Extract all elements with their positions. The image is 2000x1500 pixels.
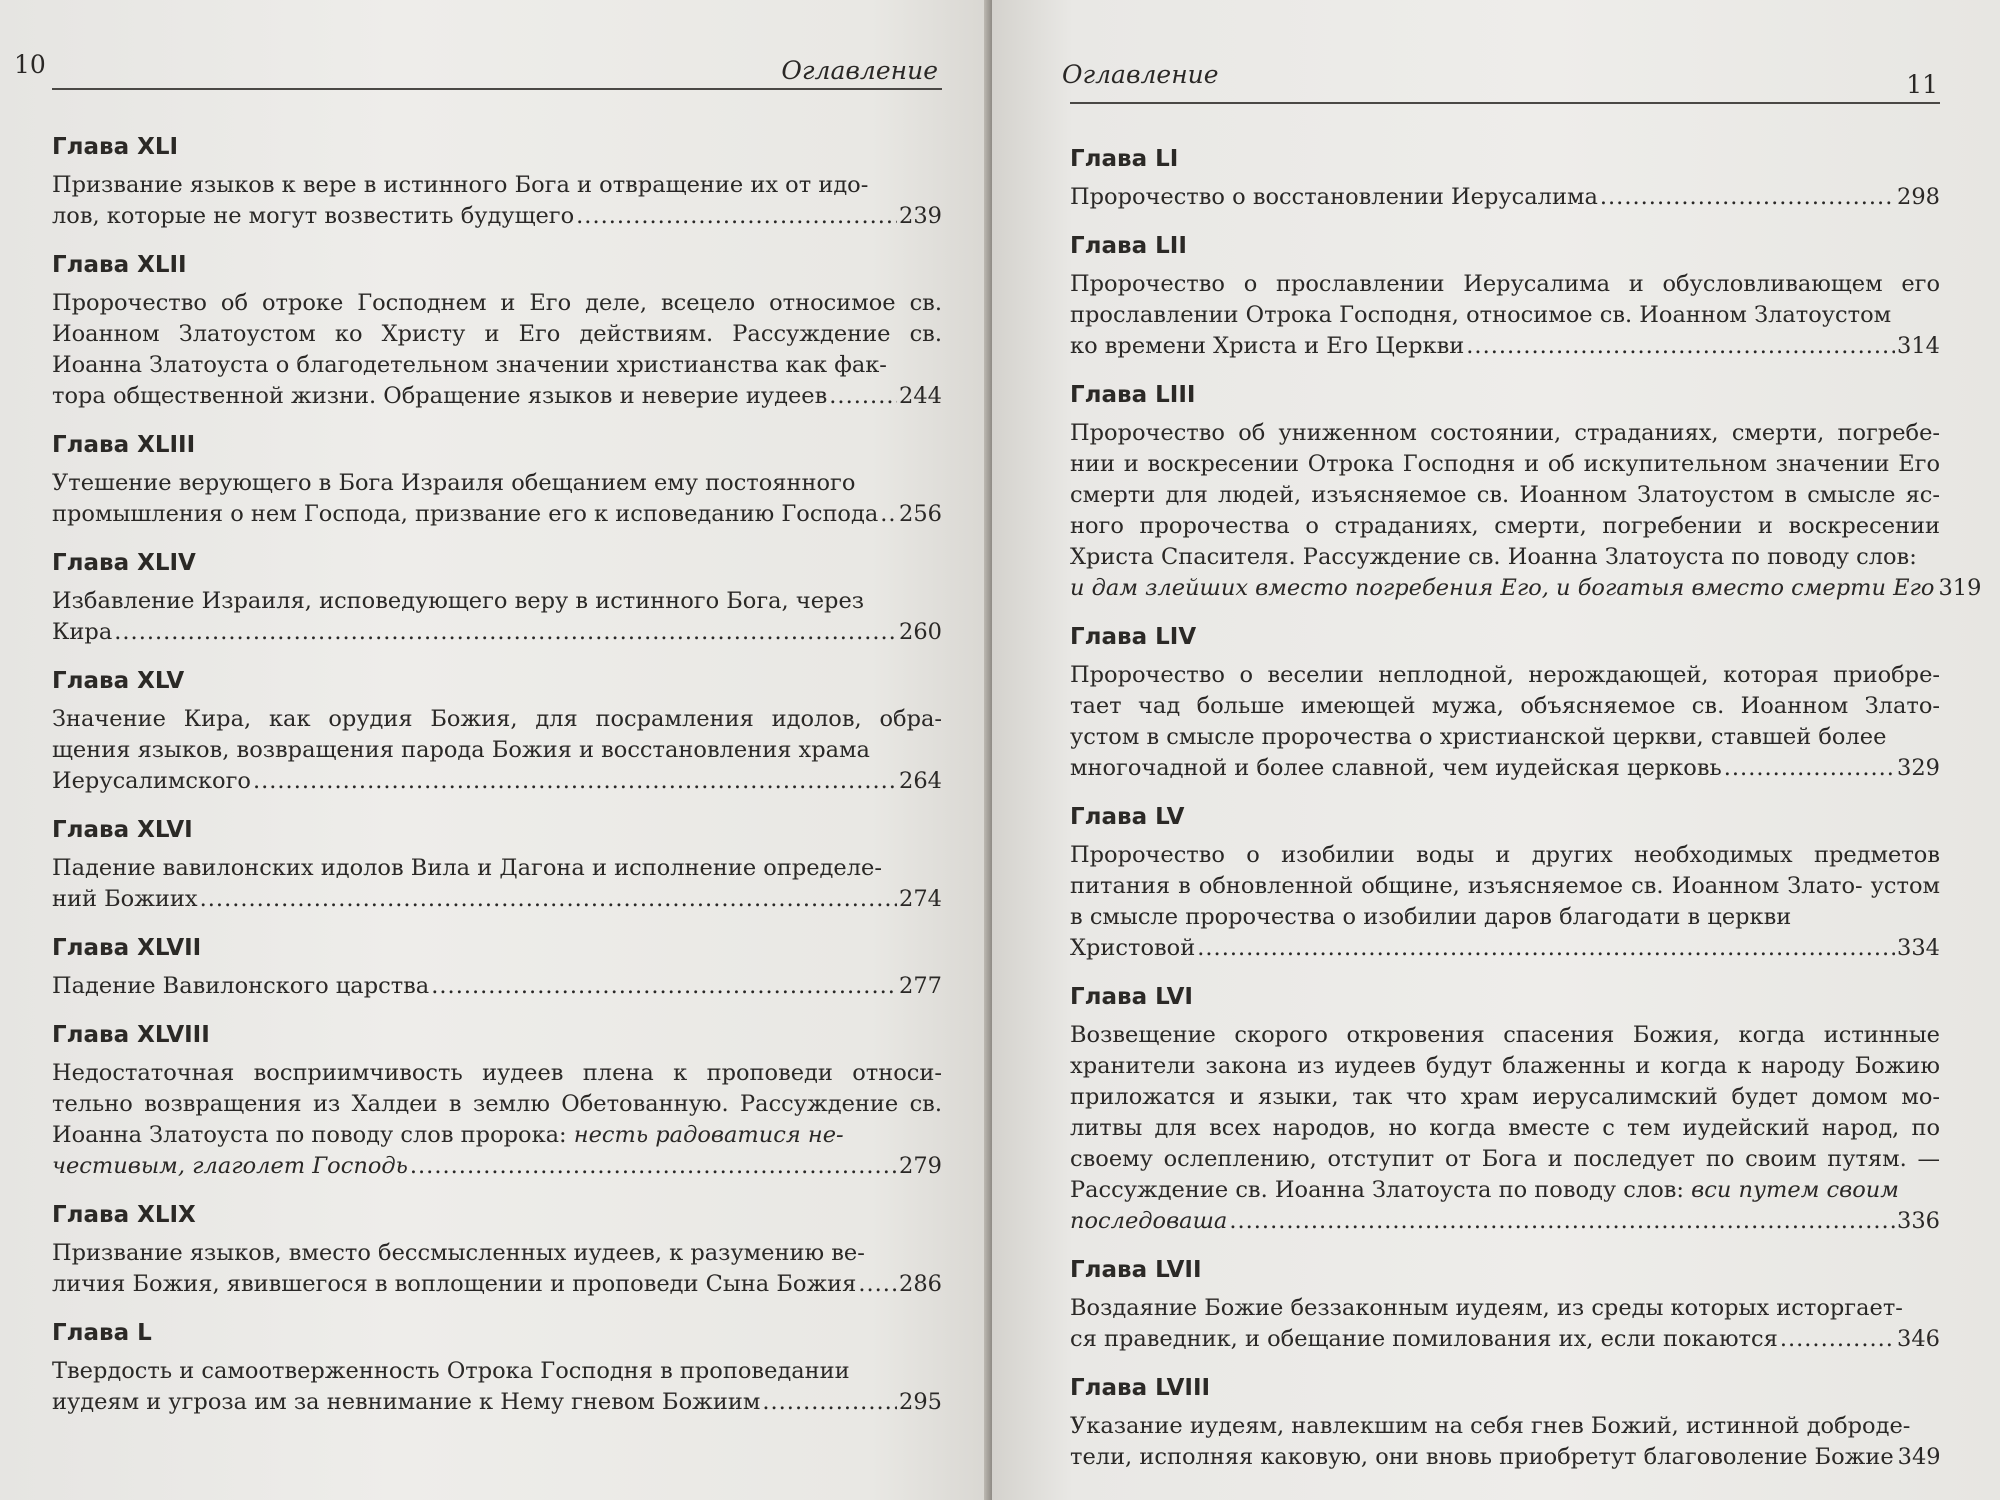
- description-text: Недостаточная восприимчивость иудеев плена к проповеди относи- тельно возвращения из Халдеи в землю Обетованную. Рассуждение св. Иоанна Златоуста по поводу слов пророка:: [52, 1060, 942, 1148]
- last-line-text: [52, 884, 198, 915]
- chapter-heading: Глава XLVII: [52, 935, 202, 961]
- chapter-heading: Глава LVI: [1070, 984, 1193, 1010]
- page-ref: 295: [899, 1389, 942, 1415]
- chapter-heading: Глава LI: [1070, 146, 1179, 172]
- page-ref: 260: [899, 619, 942, 645]
- toc-entry[interactable]: [1070, 146, 1940, 213]
- chapter-heading: Глава XLV: [52, 668, 185, 694]
- page-number: 10: [14, 50, 46, 79]
- chapter-heading: Глава LVIII: [1070, 1375, 1211, 1401]
- chapter-description: [52, 853, 942, 915]
- description-text: Возвещение скорого откровения спасения Божия, когда истинные хранители закона из иудеев будут блаженны и когда к народу Божию приложатся и языки, так что храм иерусалимский будет домом мо- литвы для всех народов, но когда вместе с тем иудейский народ, по своему ослеплению, отступит от Бога и последует по своим путям. — Рассуждение св. Иоанна Златоуста по поводу слов:: [1070, 1022, 1940, 1203]
- last-line-italic: честивым, глаголет Господь: [52, 1153, 408, 1179]
- chapter-description: [1070, 1293, 1940, 1355]
- page-ref: 277: [899, 973, 942, 999]
- chapter-description: [52, 1356, 942, 1418]
- toc-entry[interactable]: [1070, 233, 1940, 362]
- page-ref: 298: [1897, 184, 1940, 210]
- description-text: Утешение верующего в Бога Израиля обещанием ему постоянного: [52, 470, 856, 496]
- description-italic: несть радоватися не-: [573, 1122, 844, 1148]
- chapter-description: [52, 586, 942, 648]
- last-line-words: иудеям и угроза им за невнимание к Нему гневом Божиим: [52, 1389, 761, 1415]
- chapter-heading: Глава XLIX: [52, 1202, 196, 1228]
- chapter-description: [52, 170, 942, 232]
- running-title: Оглавление: [1062, 60, 1219, 89]
- last-line-text: [1070, 753, 1722, 784]
- last-line-text: [1070, 182, 1598, 213]
- description-text: Пророчество о прославлении Иерусалима и обусловливающем его прославлении Отрока Господня, относимое св. Иоанном Златоустом: [1070, 271, 1940, 328]
- description-text: Пророчество о веселии неплодной, нерождающей, которая приобре- тает чад больше имеющей мужа, объясняемое св. Иоанном Злато- устом в смысле пророчества о христианской церкви, ставшей более: [1070, 662, 1940, 750]
- description-text: Указание иудеям, навлекшим на себя гнев Божий, истинной доброде-: [1070, 1413, 1911, 1439]
- chapter-description: [1070, 1411, 1940, 1473]
- dot-leader: [114, 617, 897, 648]
- description-last-line: [1070, 182, 1940, 213]
- chapter-heading: Глава XLI: [52, 134, 179, 160]
- description-text: Избавление Израиля, исповедующего веру в истинного Бога, через: [52, 588, 865, 614]
- chapter-description: [1070, 182, 1940, 213]
- chapter-heading: Глава XLIV: [52, 550, 196, 576]
- last-line-text: [52, 201, 574, 232]
- last-line-words: Христовой: [1070, 935, 1196, 961]
- toc-entry[interactable]: [52, 1320, 942, 1418]
- last-line-words: промышления о нем Господа, призвание его к исповеданию Господа: [52, 501, 879, 527]
- dot-leader: [858, 1269, 897, 1300]
- last-line-text: [1070, 1442, 1894, 1473]
- last-line-text: [52, 381, 827, 412]
- description-last-line: [52, 1269, 942, 1300]
- last-line-text: [1070, 1206, 1227, 1237]
- description-last-line: [52, 766, 942, 797]
- page-ref: 274: [899, 886, 942, 912]
- description-last-line: [52, 884, 942, 915]
- dot-leader: [576, 201, 897, 232]
- toc-entry[interactable]: [52, 134, 942, 232]
- description-text: Пророчество об отроке Господнем и Его деле, всецело относимое св. Иоанном Златоустом ко Христу и Его действиям. Рассуждение св. Иоанна Златоуста о благодетельном значении христианства как фак-: [52, 290, 942, 378]
- toc-list: [52, 134, 942, 1418]
- chapter-description: [52, 1058, 942, 1182]
- left-page: [0, 0, 990, 1500]
- dot-leader: [431, 971, 897, 1002]
- last-line-words: личия Божия, явившегося в воплощении и проповеди Сына Божия: [52, 1271, 857, 1297]
- description-text: Пророчество об униженном состоянии, страданиях, смерти, погребе- нии и воскресении Отрока Господня и об искупительном значении Его смерти для людей, изъясняемое св. Иоанном Златоустом в смысле яс- ного пророчества о страданиях, смерти, погребении и воскресении Христа Спасителя. Рассуждение св. Иоанна Златоуста по поводу слов:: [1070, 420, 1940, 570]
- last-line-words: ко времени Христа и Его Церкви: [1070, 333, 1465, 359]
- last-line-words: Иерусалимского: [52, 768, 251, 794]
- description-last-line: [52, 201, 942, 232]
- last-line-text: [52, 971, 429, 1002]
- dot-leader: [200, 884, 897, 915]
- toc-entry[interactable]: [1070, 382, 1982, 604]
- page-ref: 329: [1897, 755, 1940, 781]
- dot-leader: [1229, 1206, 1895, 1237]
- toc-entry[interactable]: [1070, 1375, 1940, 1473]
- last-line-words: Пророчество о восстановлении Иерусалима: [1070, 184, 1598, 210]
- right-page: [992, 0, 2000, 1500]
- toc-entry[interactable]: [52, 1202, 942, 1300]
- chapter-description: [52, 468, 942, 530]
- header-rule: [52, 88, 942, 90]
- toc-entry[interactable]: [52, 252, 942, 412]
- last-line-italic: последоваша: [1070, 1208, 1228, 1234]
- chapter-heading: Глава XLVI: [52, 817, 193, 843]
- last-line-text: [1070, 933, 1195, 964]
- page-ref: 244: [899, 383, 942, 409]
- chapter-description: [52, 1238, 942, 1300]
- description-text: Пророчество о изобилии воды и других необходимых предметов питания в обновленной общине, изъясняемое св. Иоанном Злато- устом в смысле пророчества о изобилии даров благодати в церкви: [1070, 842, 1940, 930]
- running-header: [1062, 0, 1940, 100]
- chapter-heading: Глава LVII: [1070, 1257, 1202, 1283]
- description-text: Твердость и самоотверженность Отрока Господня в проповедании: [52, 1358, 850, 1384]
- dot-leader: [253, 766, 897, 797]
- dot-leader: [829, 381, 897, 412]
- description-last-line: [1070, 753, 1940, 784]
- toc-entry[interactable]: [1070, 1257, 1940, 1355]
- description-text: Падение вавилонских идолов Вила и Дагона и исполнение определе-: [52, 855, 882, 881]
- running-header: [14, 0, 942, 100]
- chapter-heading: Глава L: [52, 1320, 152, 1346]
- toc-entry[interactable]: [1070, 804, 1940, 964]
- last-line-text: [52, 499, 878, 530]
- toc-entry[interactable]: [52, 1022, 942, 1182]
- description-text: Призвание языков к вере в истинного Бога и отвращение их от идо-: [52, 172, 869, 198]
- chapter-description: [1070, 660, 1940, 784]
- last-line-words: лов, которые не могут возвестить будущего: [52, 203, 575, 229]
- description-italic: вси путем своим: [1691, 1177, 1899, 1203]
- page-ref: 286: [899, 1271, 942, 1297]
- page-ref: 334: [1897, 935, 1940, 961]
- page-ref: 319: [1938, 575, 1982, 601]
- last-line-words: Кира: [52, 619, 113, 645]
- last-line-words: многочадной и более славной, чем иудейская церковь: [1070, 755, 1722, 781]
- description-last-line: [1070, 933, 1940, 964]
- page-ref: 346: [1897, 1326, 1940, 1352]
- description-last-line: [52, 1151, 942, 1182]
- chapter-description: [1070, 1020, 1940, 1237]
- chapter-description: [1070, 840, 1940, 964]
- last-line-text: [1070, 1324, 1778, 1355]
- description-last-line: [52, 617, 942, 648]
- chapter-heading: Глава XLVIII: [52, 1022, 210, 1048]
- description-text: Значение Кира, как орудия Божия, для посрамления идолов, обра- щения языков, возвращения парода Божия и восстановления храма: [52, 706, 942, 763]
- toc-entry[interactable]: [52, 432, 942, 530]
- description-last-line: [1070, 1206, 1940, 1237]
- last-line-italic: и дам злейших вместо погребения Его, и богатыя вместо смерти Его: [1070, 575, 1935, 601]
- dot-leader: [1197, 933, 1895, 964]
- dot-leader: [880, 499, 897, 530]
- chapter-heading: Глава LV: [1070, 804, 1185, 830]
- dot-leader: [1466, 331, 1895, 362]
- last-line-words: тели, исполняя каковую, они вновь приобретут благоволение Божие: [1070, 1444, 1894, 1470]
- chapter-heading: Глава XLIII: [52, 432, 196, 458]
- running-title: Оглавление: [781, 56, 938, 85]
- page-ref: 349: [1897, 1444, 1941, 1470]
- toc-entry[interactable]: [1070, 984, 1940, 1237]
- last-line-words: ний Божиих: [52, 886, 198, 912]
- description-last-line: [1070, 1442, 1940, 1473]
- page-ref: 279: [899, 1153, 942, 1179]
- last-line-words: тора общественной жизни. Обращение языков и неверие иудеев: [52, 383, 828, 409]
- description-last-line: [52, 971, 942, 1002]
- chapter-heading: Глава LIV: [1070, 624, 1197, 650]
- page-ref: 256: [899, 501, 942, 527]
- last-line-words: Падение Вавилонского царства: [52, 973, 430, 999]
- dot-leader: [762, 1387, 897, 1418]
- description-last-line: [1070, 1324, 1940, 1355]
- description-text: Призвание языков, вместо бессмысленных иудеев, к разумению ве-: [52, 1240, 865, 1266]
- last-line-words: ся праведник, и обещание помилования их, если покаются: [1070, 1326, 1778, 1352]
- description-last-line: [1070, 573, 1982, 604]
- dot-leader: [1780, 1324, 1895, 1355]
- last-line-text: [52, 617, 112, 648]
- description-last-line: [1070, 331, 1940, 362]
- page-ref: 239: [899, 203, 942, 229]
- toc-list: [1070, 146, 1982, 1473]
- chapter-description: [1070, 418, 1982, 604]
- page-ref: 314: [1897, 333, 1940, 359]
- toc-entry[interactable]: [52, 817, 942, 915]
- last-line-text: [52, 1269, 856, 1300]
- page-ref: 264: [899, 768, 942, 794]
- toc-entry[interactable]: [52, 668, 942, 797]
- toc-entry[interactable]: [52, 935, 942, 1002]
- last-line-text: [52, 766, 251, 797]
- header-rule: [1070, 102, 1940, 104]
- last-line-text: [52, 1387, 760, 1418]
- chapter-description: [52, 704, 942, 797]
- last-line-text: [1070, 573, 1934, 604]
- chapter-description: [52, 288, 942, 412]
- chapter-heading: Глава LII: [1070, 233, 1187, 259]
- chapter-description: [52, 971, 942, 1002]
- last-line-text: [52, 1151, 408, 1182]
- last-line-text: [1070, 331, 1464, 362]
- description-last-line: [52, 381, 942, 412]
- dot-leader: [1724, 753, 1895, 784]
- description-last-line: [52, 1387, 942, 1418]
- toc-entry[interactable]: [1070, 624, 1940, 784]
- toc-entry[interactable]: [52, 550, 942, 648]
- description-last-line: [52, 499, 942, 530]
- chapter-heading: Глава LIII: [1070, 382, 1196, 408]
- page-ref: 336: [1897, 1208, 1940, 1234]
- chapter-heading: Глава XLII: [52, 252, 187, 278]
- chapter-description: [1070, 269, 1940, 362]
- description-text: Воздаяние Божие беззаконным иудеям, из среды которых исторгает-: [1070, 1295, 1903, 1321]
- page-number: 11: [1906, 70, 1938, 99]
- dot-leader: [1600, 182, 1895, 213]
- dot-leader: [410, 1151, 897, 1182]
